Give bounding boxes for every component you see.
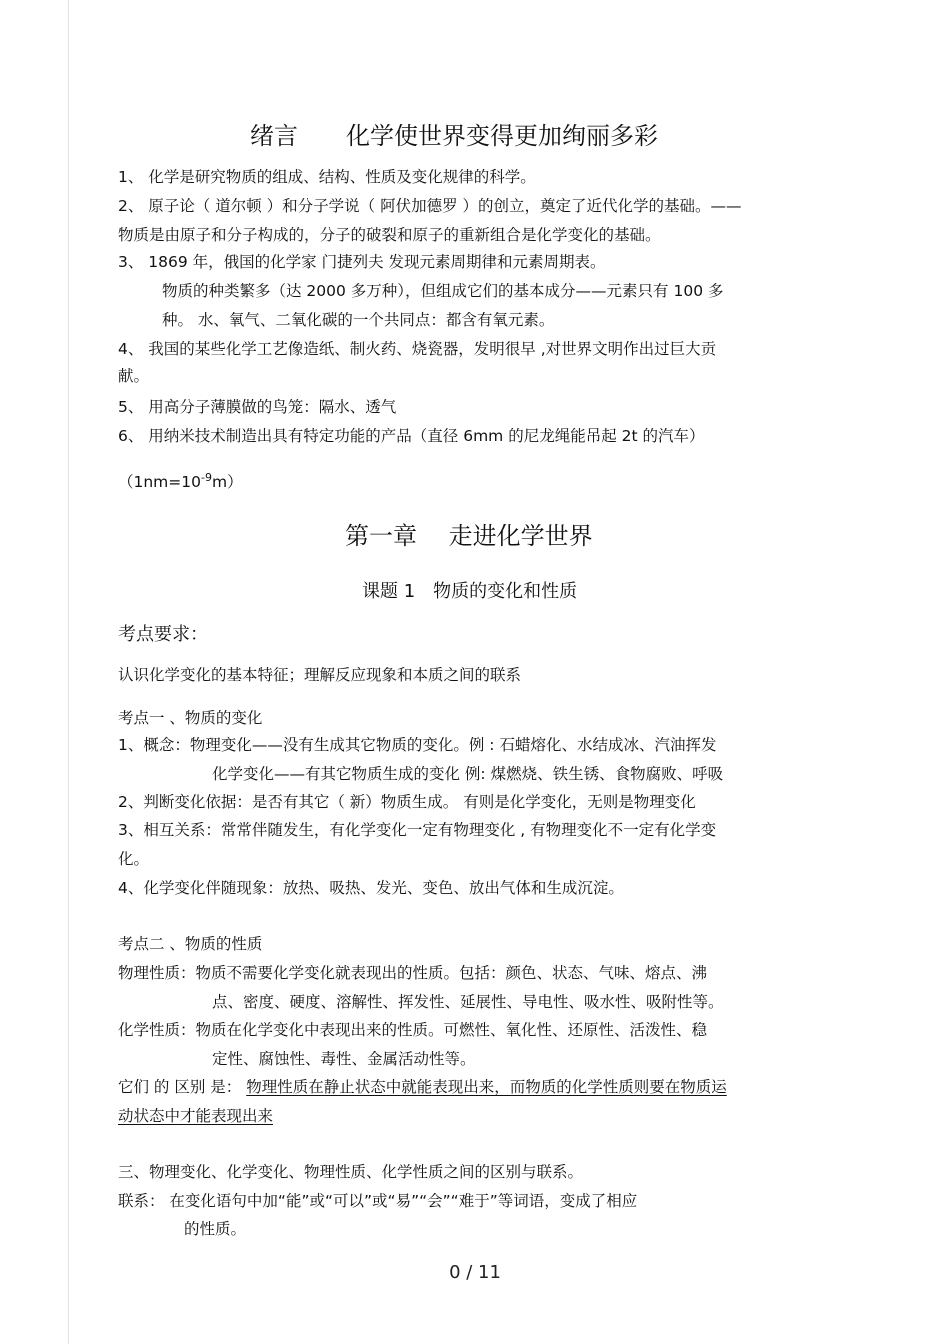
- point1-line-3: 2、判断变化依据：是否有其它（ 新）物质生成。 有则是化学变化，无则是物理变化: [118, 793, 696, 811]
- intro-line-7: 4、 我国的某些化学工艺像造纸、制火药、烧瓷器，发明很早 ,对世界文明作出过巨大贡: [118, 340, 717, 358]
- point2-line-4: 定性、腐蚀性、毒性、金属活动性等。: [212, 1050, 476, 1068]
- nm-definition: [118, 467, 243, 493]
- difference-text-1: 物理性质在静止状态中就能表现出来，而物质的化学性质则要在物质运: [246, 1078, 727, 1096]
- nm-definition-b: m）: [211, 473, 243, 492]
- requirements-heading: 考点要求：: [118, 624, 208, 645]
- point1-line-5: 化。: [118, 850, 150, 868]
- point1-line-4: 3、相互关系：常常伴随发生，有化学变化一定有物理变化 , 有物理变化不一定有化学变: [118, 821, 717, 839]
- intro-line-3: 物质是由原子和分子构成的，分子的破裂和原子的重新组合是化学变化的基础。: [118, 226, 661, 244]
- intro-line-10: 6、 用纳米技术制造出具有特定功能的产品（直径 6mm 的尼龙绳能吊起 2t 的汽车）: [118, 427, 705, 445]
- nm-exponent: -9: [201, 471, 212, 484]
- intro-line-4: 3、 1869 年，俄国的化学家 门捷列夫 发现元素周期律和元素周期表。: [118, 253, 606, 271]
- intro-line-9: 5、 用高分子薄膜做的鸟笼：隔水、透气: [118, 398, 397, 416]
- point2-line-2: 点、密度、硬度、溶解性、挥发性、延展性、导电性、吸水性、吸附性等。: [212, 993, 724, 1011]
- intro-line-1: 1、 化学是研究物质的组成、结构、性质及变化规律的科学。: [118, 168, 536, 186]
- point1-heading: 考点一 、物质的变化: [118, 709, 263, 727]
- section3-heading: 三、物理变化、化学变化、物理性质、化学性质之间的区别与联系。: [118, 1163, 584, 1181]
- point1-line-1: 1、概念：物理变化——没有生成其它物质的变化。例 : 石蜡熔化、水结成冰、汽油挥发: [118, 736, 717, 754]
- difference-line-2: [118, 1105, 273, 1127]
- point2-line-1: 物理性质：物质不需要化学变化就表现出的性质。包括：颜色、状态、气味、熔点、沸: [118, 964, 708, 982]
- requirements-text: 认识化学变化的基本特征；理解反应现象和本质之间的联系: [118, 666, 522, 684]
- point2-heading: 考点二 、物质的性质: [118, 935, 263, 953]
- intro-line-2: 2、 原子论（ 道尔顿 ）和分子学说（ 阿伏加德罗 ）的创立，奠定了近代化学的基础。——: [118, 197, 742, 215]
- intro-line-5: 物质的种类繁多（达 2000 多万种），但组成它们的基本成分——元素只有 100 多: [162, 282, 724, 300]
- page-number: 0 / 11: [449, 1262, 501, 1283]
- point1-line-2: 化学变化——有其它物质生成的变化 例: 煤燃烧、铁生锈、食物腐败、呼吸: [212, 765, 724, 783]
- intro-line-8: 献。: [118, 367, 150, 385]
- lesson-title: 课题 1 物质的变化和性质: [362, 581, 578, 602]
- nm-definition-a: （1nm=10: [118, 473, 201, 492]
- page-edge: [68, 0, 69, 1344]
- section3-line-2: 的性质。: [184, 1220, 247, 1238]
- point2-line-3: 化学性质：物质在化学变化中表现出来的性质。可燃性、氧化性、还原性、活泼性、稳: [118, 1021, 708, 1039]
- chapter-title: 第一章 走进化学世界: [345, 522, 593, 550]
- section3-line-1: 联系： 在变化语句中加“能”或“可以”或“易”“会”“难于”等词语，变成了相应: [118, 1192, 638, 1210]
- intro-title: 绪言 化学使世界变得更加绚丽多彩: [250, 122, 658, 150]
- point1-line-6: 4、化学变化伴随现象：放热、吸热、发光、变色、放出气体和生成沉淀。: [118, 879, 624, 897]
- difference-label: 它们 的 区别 是：: [118, 1078, 242, 1096]
- difference-text-2: 动状态中才能表现出来: [118, 1107, 274, 1125]
- intro-line-6: 种。 水、氧气、二氧化碳的一个共同点：都含有氧元素。: [162, 311, 555, 329]
- difference-line-1: [118, 1076, 727, 1098]
